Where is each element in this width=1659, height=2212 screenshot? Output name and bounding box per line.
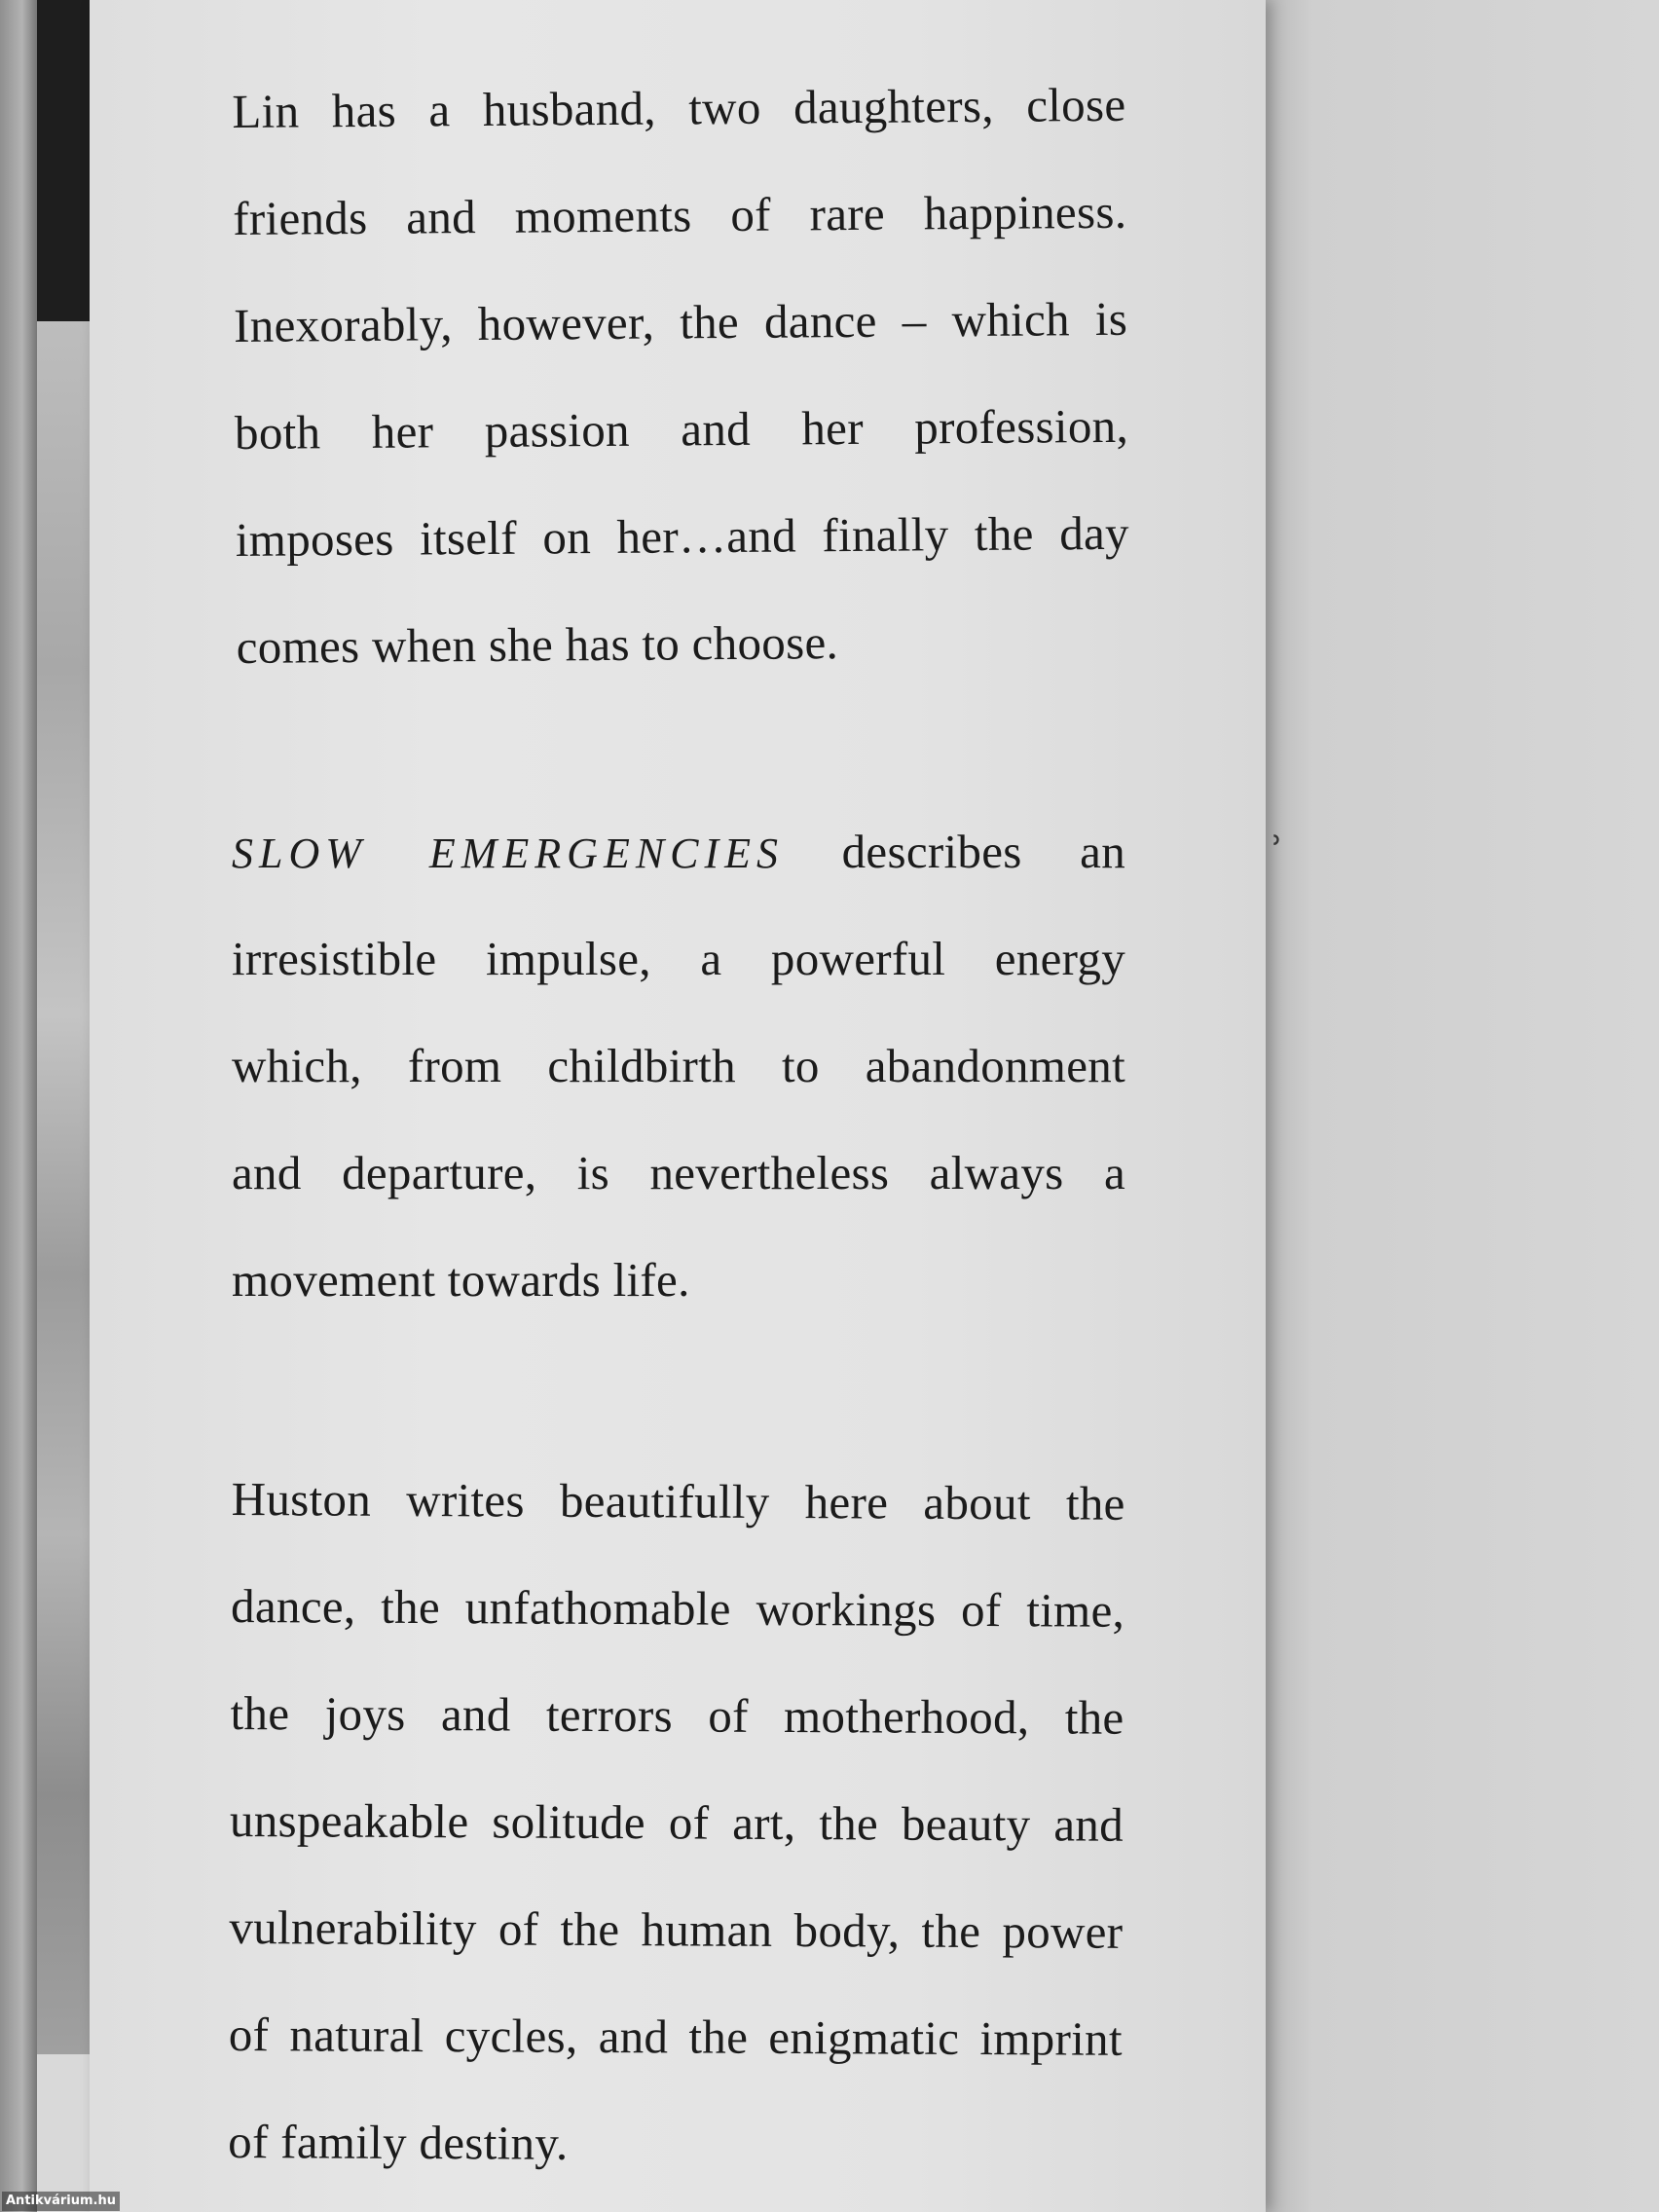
paragraph-line: movement towards life. (232, 1253, 690, 1307)
paragraph-line: friends and moments of rare happiness. (233, 184, 1127, 245)
paragraph-line: Lin has a husband, two daughters, close (232, 77, 1126, 138)
page-mark: ʾ (1272, 830, 1284, 874)
paragraph-line: both her passion and her profession, (234, 398, 1129, 460)
background-surface (1266, 0, 1659, 2212)
paragraph-line: the joys and terrors of motherhood, the (230, 1685, 1124, 1745)
paragraph-line: vulnerability of the human body, the power (229, 1899, 1124, 1959)
cover-light-area (37, 2054, 93, 2212)
paragraph-2 (232, 798, 1125, 1334)
paragraph-3 (228, 1446, 1125, 2200)
book-title: SLOW EMERGENCIES (232, 830, 785, 877)
paragraph-line: and departure, is nevertheless always a (232, 1146, 1125, 1199)
paragraph-line: Huston writes beautifully here about the (231, 1471, 1125, 1530)
adjacent-cover-strip (0, 0, 93, 2212)
paragraph-line: dance, the unfathomable workings of time, (230, 1578, 1125, 1638)
paragraph-line: unspeakable solitude of art, the beauty and (229, 1792, 1124, 1852)
cover-photo-area (37, 321, 93, 2054)
paragraph-line: of natural cycles, and the enigmatic imprint (228, 2007, 1123, 2066)
paragraph-line-with-title (232, 798, 1125, 905)
cover-edge (0, 0, 37, 2212)
paragraph-line: imposes itself on her…and finally the day (235, 505, 1130, 567)
paragraph-1 (232, 52, 1130, 701)
paragraph-line: Inexorably, however, the dance – which is (233, 291, 1128, 352)
paragraph-line: which, from childbirth to abandonment (232, 1039, 1125, 1092)
paragraph-line: describes an (784, 825, 1126, 878)
paragraph-line: of family destiny. (228, 2114, 569, 2170)
cover-dark-area (37, 0, 93, 321)
paragraph-line: irresistible impulse, a powerful energy (232, 932, 1125, 985)
watermark-label: Antikvárium.hu (2, 2192, 120, 2211)
paragraph-line: comes when she has to choose. (236, 615, 839, 674)
